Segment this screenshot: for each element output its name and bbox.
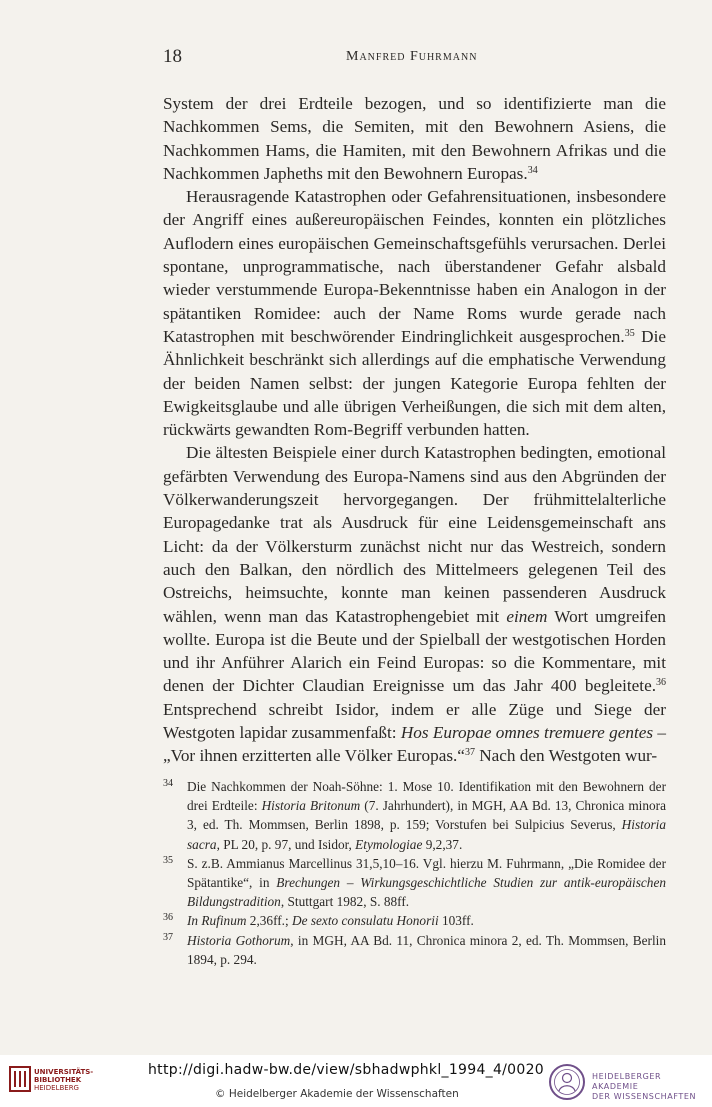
paragraph: [163, 92, 666, 185]
viewer-footer: [0, 1055, 712, 1107]
text-run: 9,2,37.: [422, 836, 463, 852]
ub-heidelberg-icon: [8, 1065, 32, 1093]
italic-text: Historia sacra: [187, 817, 666, 852]
footnote: [163, 911, 666, 930]
footnote-number: 37: [163, 931, 173, 943]
text-run: Wort umgreifen wollte. Europa ist die Beute und der Spielball der westgotischen Horden und ihr Anführer Alarich ein Feind Europas: so die Kommentare, mit denen der Dichter Claudian Ereignisse um das Jahr 400 begleitete.: [163, 606, 666, 696]
running-header: [163, 46, 668, 70]
text-run: S. z.B. Ammianus Marcellinus 31,5,10–16. Vgl. hierzu M. Fuhrmann, „Die Romidee der Spätantike“, in: [187, 855, 666, 891]
footnotes: [163, 777, 666, 969]
ub-heidelberg-logo[interactable]: [8, 1065, 98, 1099]
page-number: 18: [163, 46, 182, 67]
footnote: [163, 854, 666, 912]
paragraph: [163, 185, 666, 441]
italic-text: Etymologiae: [355, 836, 423, 852]
text-run: , in MGH, AA Bd. 11, Chronica minora 2, ed. Th. Mommsen, Berlin 1894, p. 294.: [187, 932, 666, 967]
italic-text: De sexto consulatu Honorii: [292, 913, 439, 929]
text-run: (7. Jahrhundert), in MGH, AA Bd. 13, Chronica minora 3, ed. Th. Mommsen, Berlin 1898, p. 159; Vorstufen bei Sulpicius Severus,: [187, 798, 667, 833]
footnote-text: [187, 854, 666, 912]
text-run: Die ältesten Beispiele einer durch Katastrophen bedingten, emotional gefärbten Verwendung des Europa-Namens sind aus den Abgründen der Völkerwanderungszeit hervorgegangen. Der frühmittelalterliche Europagedanke trat als Ausdruck für eine Leidensgemeinschaft ans Licht: da der Völkersturm zunächst nicht nur das Westreich, sondern auch den Balkan, den nördlich des Mittelmeers gelegenen Teil des Ostreichs, heimsuchte, konnte man keinen passenderen Ausdruck wählen, wenn man das Katastrophengebiet mit: [163, 443, 666, 626]
text-run: 103ff.: [438, 913, 474, 929]
text-run: Entsprechend schreibt Isidor, indem er alle Züge und Siege der Westgoten lapidar zusammenfaßt:: [163, 699, 666, 743]
italic-text: einem: [506, 606, 548, 626]
footnote-ref: 35: [624, 327, 635, 339]
running-head-author: Manfred Fuhrmann: [346, 49, 478, 64]
footnote-number: 34: [163, 778, 173, 789]
footnote-text: [187, 911, 666, 930]
copyright-notice: © Heidelberger Akademie der Wissenschaften: [215, 1088, 459, 1100]
text-run: Die Ähnlichkeit beschränkt sich allerdings auf die emphatische Verwendung der beiden Namen selbst: der jungen Kategorie Europa fehlten der Ewigkeitsglaube und alle übrigen Verheißungen, die sich mit dem alten, rückwärts gewandten Rom-Begriff verbunden hatten.: [163, 326, 666, 440]
italic-text: Historia Britonum: [261, 798, 361, 814]
footnote-ref: 37: [464, 747, 475, 759]
text-run: , PL 20, p. 97, und Isidor,: [216, 836, 356, 852]
footnote: [163, 931, 666, 969]
paragraph: [163, 441, 666, 767]
footnote-ref: 36: [656, 677, 666, 689]
text-run: System der drei Erdteile bezogen, und so identifizierte man die Nachkommen Sems, die Semiten, mit den Bewohnern Asiens, die Nachkommen Hams, die Hamiten, mit den Bewohnern Afrikas und die Nachkommen Japheths mit den Bewohnern Europas.: [163, 94, 666, 183]
text-run: , Stuttgart 1982, S. 88ff.: [280, 894, 410, 910]
footnote-ref: 34: [527, 164, 538, 176]
text-run: 2,36ff.;: [246, 913, 293, 929]
italic-text: Brechungen – Wirkungsgeschichtliche Studien zur antik-europäischen Bildungstradition: [187, 875, 666, 910]
italic-text: Hos Europae omnes tremuere gentes: [400, 723, 654, 743]
footnote: [163, 777, 666, 854]
footnote-number: 36: [163, 912, 173, 924]
italic-text: In Rufinum: [187, 913, 247, 929]
text-run: – „Vor ihnen erzitterten alle Völker Europas.“: [163, 723, 666, 766]
footnote-text: [187, 931, 666, 969]
hadw-logo[interactable]: [548, 1063, 708, 1101]
main-text: [163, 92, 666, 768]
text-run: Die Nachkommen der Noah-Söhne: 1. Mose 10. Identifikation mit den Bewohnern der drei Erdteile:: [187, 779, 666, 814]
italic-text: Historia Gothorum: [187, 932, 291, 948]
footnote-text: [187, 777, 666, 854]
hadw-logo-text: HEIDELBERGER AKADEMIE DER WISSENSCHAFTEN: [592, 1072, 697, 1101]
footnote-number: 35: [163, 854, 173, 866]
permalink-url[interactable]: http://digi.hadw-bw.de/view/sbhadwphkl_1994_4/0020: [148, 1062, 545, 1078]
text-run: Herausragende Katastrophen oder Gefahrensituationen, insbesondere der Angriff eines außereuropäischen Feindes, konnten ein plötzliches Auflodern eines europäischen Gemeinschaftsgefühls verursachen. Derlei spontane, unprogrammatische, nach überstandener Gefahr alsbald wieder verstummende Europa-Bekenntnisse haben ein Analogon in der spätantiken Romidee: auch der Name Roms wurde gerade nach Katastrophen mit beschwörender Eindringlichkeit ausgesprochen.: [163, 187, 666, 346]
hadw-seal-icon: [548, 1063, 586, 1101]
ub-logo-text: UNIVERSITÄTS- BIBLIOTHEK HEIDELBERG: [34, 1068, 94, 1092]
text-run: Nach den Westgoten wur-: [474, 746, 658, 766]
